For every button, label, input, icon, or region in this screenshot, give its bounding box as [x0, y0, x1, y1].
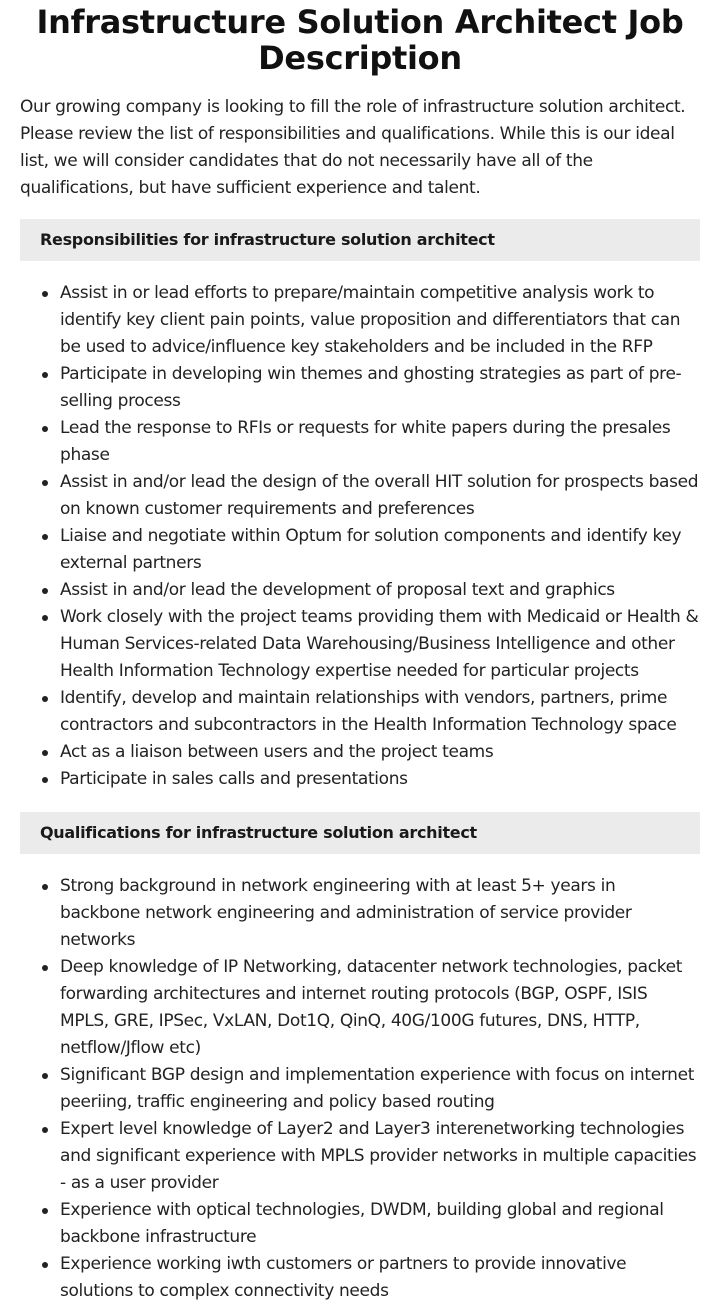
list-item: Participate in developing win themes and ghosting strategies as part of pre-selling process — [60, 361, 700, 415]
list-item: Act as a liaison between users and the project teams — [60, 739, 700, 766]
list-item: Strong background in network engineering with at least 5+ years in backbone network engineering and administration of service provider networks — [60, 873, 700, 954]
list-item: Liaise and negotiate within Optum for solution components and identify key external partners — [60, 523, 700, 577]
responsibilities-list — [20, 280, 700, 793]
intro-paragraph: Our growing company is looking to fill the role of infrastructure solution architect. Please review the list of responsibilities and qualifications. While this is our ideal list, we will consider candidates that do not necessarily have all of the qualifications, but have sufficient experience and talent. — [20, 97, 686, 198]
list-item: Expert level knowledge of Layer2 and Layer3 interenetworking technologies and significant experience with MPLS provider networks in multiple capacities - as a user provider — [60, 1116, 700, 1197]
list-item: Identify, develop and maintain relationships with vendors, partners, prime contractors and subcontractors in the Health Information Technology space — [60, 685, 700, 739]
responsibilities-heading: Responsibilities for infrastructure solution architect — [20, 219, 700, 261]
list-item: Deep knowledge of IP Networking, datacenter network technologies, packet forwarding architectures and internet routing protocols (BGP, OSPF, ISIS MPLS, GRE, IPSec, VxLAN, Dot1Q, QinQ, 40G/100G futures, DNS, HTTP, netflow/Jflow etc) — [60, 954, 700, 1062]
qualifications-heading: Qualifications for infrastructure solution architect — [20, 812, 700, 854]
list-item: Work closely with the project teams providing them with Medicaid or Health & Human Services-related Data Warehousing/Business Intelligence and other Health Information Technology expertise needed for particular projects — [60, 604, 700, 685]
list-item: Participate in sales calls and presentations — [60, 766, 700, 793]
qualifications-list — [20, 873, 700, 1305]
page-title: Infrastructure Solution Architect Job Description — [36, 3, 684, 77]
list-item: Experience working iwth customers or partners to provide innovative solutions to complex connectivity needs — [60, 1251, 700, 1305]
list-item: Experience with optical technologies, DWDM, building global and regional backbone infrastructure — [60, 1197, 700, 1251]
list-item: Assist in or lead efforts to prepare/maintain competitive analysis work to identify key client pain points, value proposition and differentiators that can be used to advice/influence key stakeholders and be included in the RFP — [60, 280, 700, 361]
list-item: Lead the response to RFIs or requests for white papers during the presales phase — [60, 415, 700, 469]
list-item: Assist in and/or lead the development of proposal text and graphics — [60, 577, 700, 604]
list-item: Assist in and/or lead the design of the overall HIT solution for prospects based on known customer requirements and preferences — [60, 469, 700, 523]
list-item: Significant BGP design and implementation experience with focus on internet peeriing, traffic engineering and policy based routing — [60, 1062, 700, 1116]
